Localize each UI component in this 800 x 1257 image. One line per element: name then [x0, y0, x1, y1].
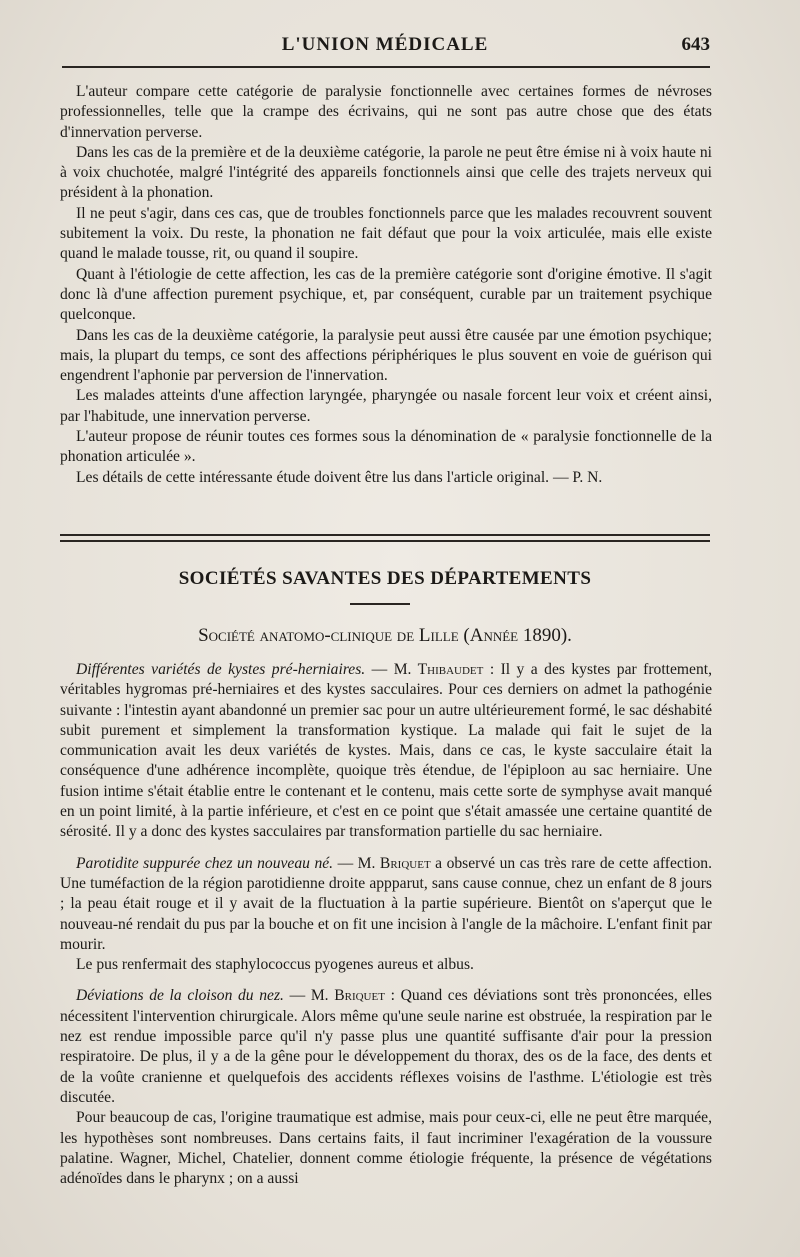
report-text: : Quand ces déviations sont très prononcées, elles nécessitent l'intervention chirurgicale. Alors même qu'une seule narine est obstruée, la respiration par le nez est rendue impossible parce qu'il n'y passe plus une quantité suffisante d'air pour la pression respiratoire. De plus, il y a de la gêne pour le développement du thorax, des os de la face, des dents et de la voûte cranienne et quelquefois des accidents réflexes voisins de l'asthme. L'étiologie est très discutée.: [60, 987, 712, 1106]
section-title: SOCIÉTÉS SAVANTES DES DÉPARTEMENTS: [178, 568, 592, 589]
header-rule: [62, 66, 710, 68]
paragraph: L'auteur propose de réunir toutes ces formes sous la dénomination de « paralysie fonctionnelle de la phonation articulée ».: [60, 428, 712, 466]
report-paragraph: Déviations de la cloison du nez. — M. Briquet : Quand ces déviations sont très prononcées, elles nécessitent l'intervention chirurgicale. Alors même qu'une seule narine est obstruée, la respiration par le nez est rendue impossible parce qu'il n'y passe plus une quantité suffisante d'air pour la pression respiratoire. De plus, il y a de la gêne pour le développement du thorax, des os de la face, des dents et de la voûte cranienne et quelquefois des accidents réflexes voisins de l'asthme. L'étiologie est très discutée.: [60, 987, 712, 1106]
report-paragraph: Le pus renfermait des staphylococcus pyogenes aureus et albus.: [76, 956, 474, 974]
signed-paragraph: Les détails de cette intéressante étude doivent être lus dans l'article original. — P. N.: [76, 468, 603, 486]
report-paragraph: Différentes variétés de kystes pré-herniaires. — M. Thibaudet : Il y a des kystes par frottement, véritables hygromas pré-herniaires et des kystes sacculaires. Pour ces derniers on admet la pathogénie suivante : l'intestin ayant abandonné un premier sac pour un autre ultérieurement formé, le sac déshabité subit purement et simplement la transformation kystique. La malade qui fait le sujet de la communication avait les deux variétés de kystes. Mais, dans ce cas, le kyste sacculaire était la conséquence d'une adhérence incomplète, quoique très étendue, de l'épiploon au sac herniaire. Une fusion intime s'était établie entre le contenant et le contenu, mais cette sorte de symphyse avait manqué en un point limité, à la partie inférieure, et c'est en ce point que s'était amassée une certaine quantité de sérosité. Il y a donc des kystes sacculaires par transformation partielle du sac herniaire.: [60, 661, 713, 841]
society-title: Société anatomo-clinique de Lille (Année 1890).: [198, 625, 572, 646]
article-continuation: [60, 82, 712, 488]
title-rule: [350, 603, 410, 605]
report-text: a observé un cas très rare de cette affection. Une tuméfaction de la région parotidienne droite appparut, sans cause connue, chez un enfant de 8 jours ; la peau était rouge et il y avait de la fluctuation à la partie supérieure. Bientôt on s'aperçut que le nouveau-né rendait du pus par la bouche et on fit une incision à l'angle de la mâchoire. L'enfant finit par mourir.: [60, 854, 713, 953]
report-heading: Déviations de la cloison du nez.: [76, 987, 284, 1005]
speaker-name: M. Briquet: [310, 987, 385, 1005]
speaker-name: M. Briquet: [357, 854, 431, 872]
section-separator-top: [60, 534, 710, 536]
report-heading: Parotidite suppurée chez un nouveau né.: [76, 854, 334, 872]
running-title: L'UNION MÉDICALE: [281, 34, 489, 55]
report-paragraph: Parotidite suppurée chez un nouveau né. — M. Briquet a observé un cas très rare de cette affection. Une tuméfaction de la région parotidienne droite appparut, sans cause connue, chez un enfant de 8 jours ; la peau était rouge et il y avait de la fluctuation à la partie supérieure. Bientôt on s'aperçut que le nouveau-né rendait du pus par la bouche et on fit une incision à l'angle de la mâchoire. L'enfant finit par mourir.: [60, 854, 713, 953]
paragraph: Dans les cas de la première et de la deuxième catégorie, la parole ne peut être émise ni à voix haute ni à voix chuchotée, malgré l'intégrité des appareils fonctionnels ainsi que celle des trajets nerveux qui président à la phonation.: [60, 143, 712, 202]
page-header: [60, 34, 710, 64]
paragraph: Quant à l'étiologie de cette affection, les cas de la première catégorie sont d'origine émotive. Il s'agit donc là d'une affection purement psychique, et, par conséquent, curable par un traitement psychique quelconque.: [60, 265, 712, 324]
paragraph: Dans les cas de la deuxième catégorie, la paralysie peut aussi être causée par une émotion psychique; mais, la plupart du temps, ce sont des affections périphériques le plus souvent en voie de guérison qui engendrent l'aphonie par perversion de l'innervation.: [60, 326, 712, 385]
paragraph: Les malades atteints d'une affection laryngée, pharyngée ou nasale forcent leur voix et créent ainsi, par l'habitude, une innervation perverse.: [60, 387, 712, 425]
paragraph: Il ne peut s'agir, dans ces cas, que de troubles fonctionnels parce que les malades recouvrent souvent subitement la voix. Du reste, la phonation ne fait défaut que pour la voix articulée, mais elle existe quand le malade tousse, rit, ou quand il soupire.: [60, 204, 712, 263]
section-separator-bottom: [60, 540, 710, 542]
society-reports: [60, 660, 712, 1189]
report-text: : Il y a des kystes par frottement, véritables hygromas pré-herniaires et des kystes sacculaires. Pour ces derniers on admet la pathogénie suivante : l'intestin ayant abandonné un premier sac pour un autre ultérieurement formé, le sac déshabité subit purement et simplement la transformation kystique. La malade qui fait le sujet de la communication avait les deux variétés de kystes. Mais, dans ce cas, le kyste sacculaire était la conséquence d'une adhérence incomplète, quoique très étendue, de l'épiploon au sac herniaire. Une fusion intime s'était établie entre le contenant et le contenu, mais cette sorte de symphyse avait manqué en un point limité, à la partie inférieure, et c'est en ce point que s'était amassée une certaine quantité de sérosité. Il y a donc des kystes sacculaires par transformation partielle du sac herniaire.: [60, 661, 713, 841]
report-heading: Différentes variétés de kystes pré-herniaires.: [76, 661, 366, 678]
report-paragraph: Pour beaucoup de cas, l'origine traumatique est admise, mais pour ceux-ci, elle ne peut être marquée, les hypothèses sont nombreuses. Dans certains faits, il faut incriminer l'exagération de la voussure palatine. Wagner, Michel, Chatelier, donnent comme étiologie fréquente, la présence de végétations adénoïdes dans le pharynx ; on a aussi: [60, 1109, 712, 1188]
page-number: 643: [681, 34, 710, 55]
paragraph: L'auteur compare cette catégorie de paralysie fonctionnelle avec certaines formes de névroses professionnelles, telle que la crampe des écrivains, qui ne sont pas autre chose que des états d'innervation perverse.: [60, 83, 712, 141]
speaker-name: M. Thibaudet: [393, 661, 484, 678]
